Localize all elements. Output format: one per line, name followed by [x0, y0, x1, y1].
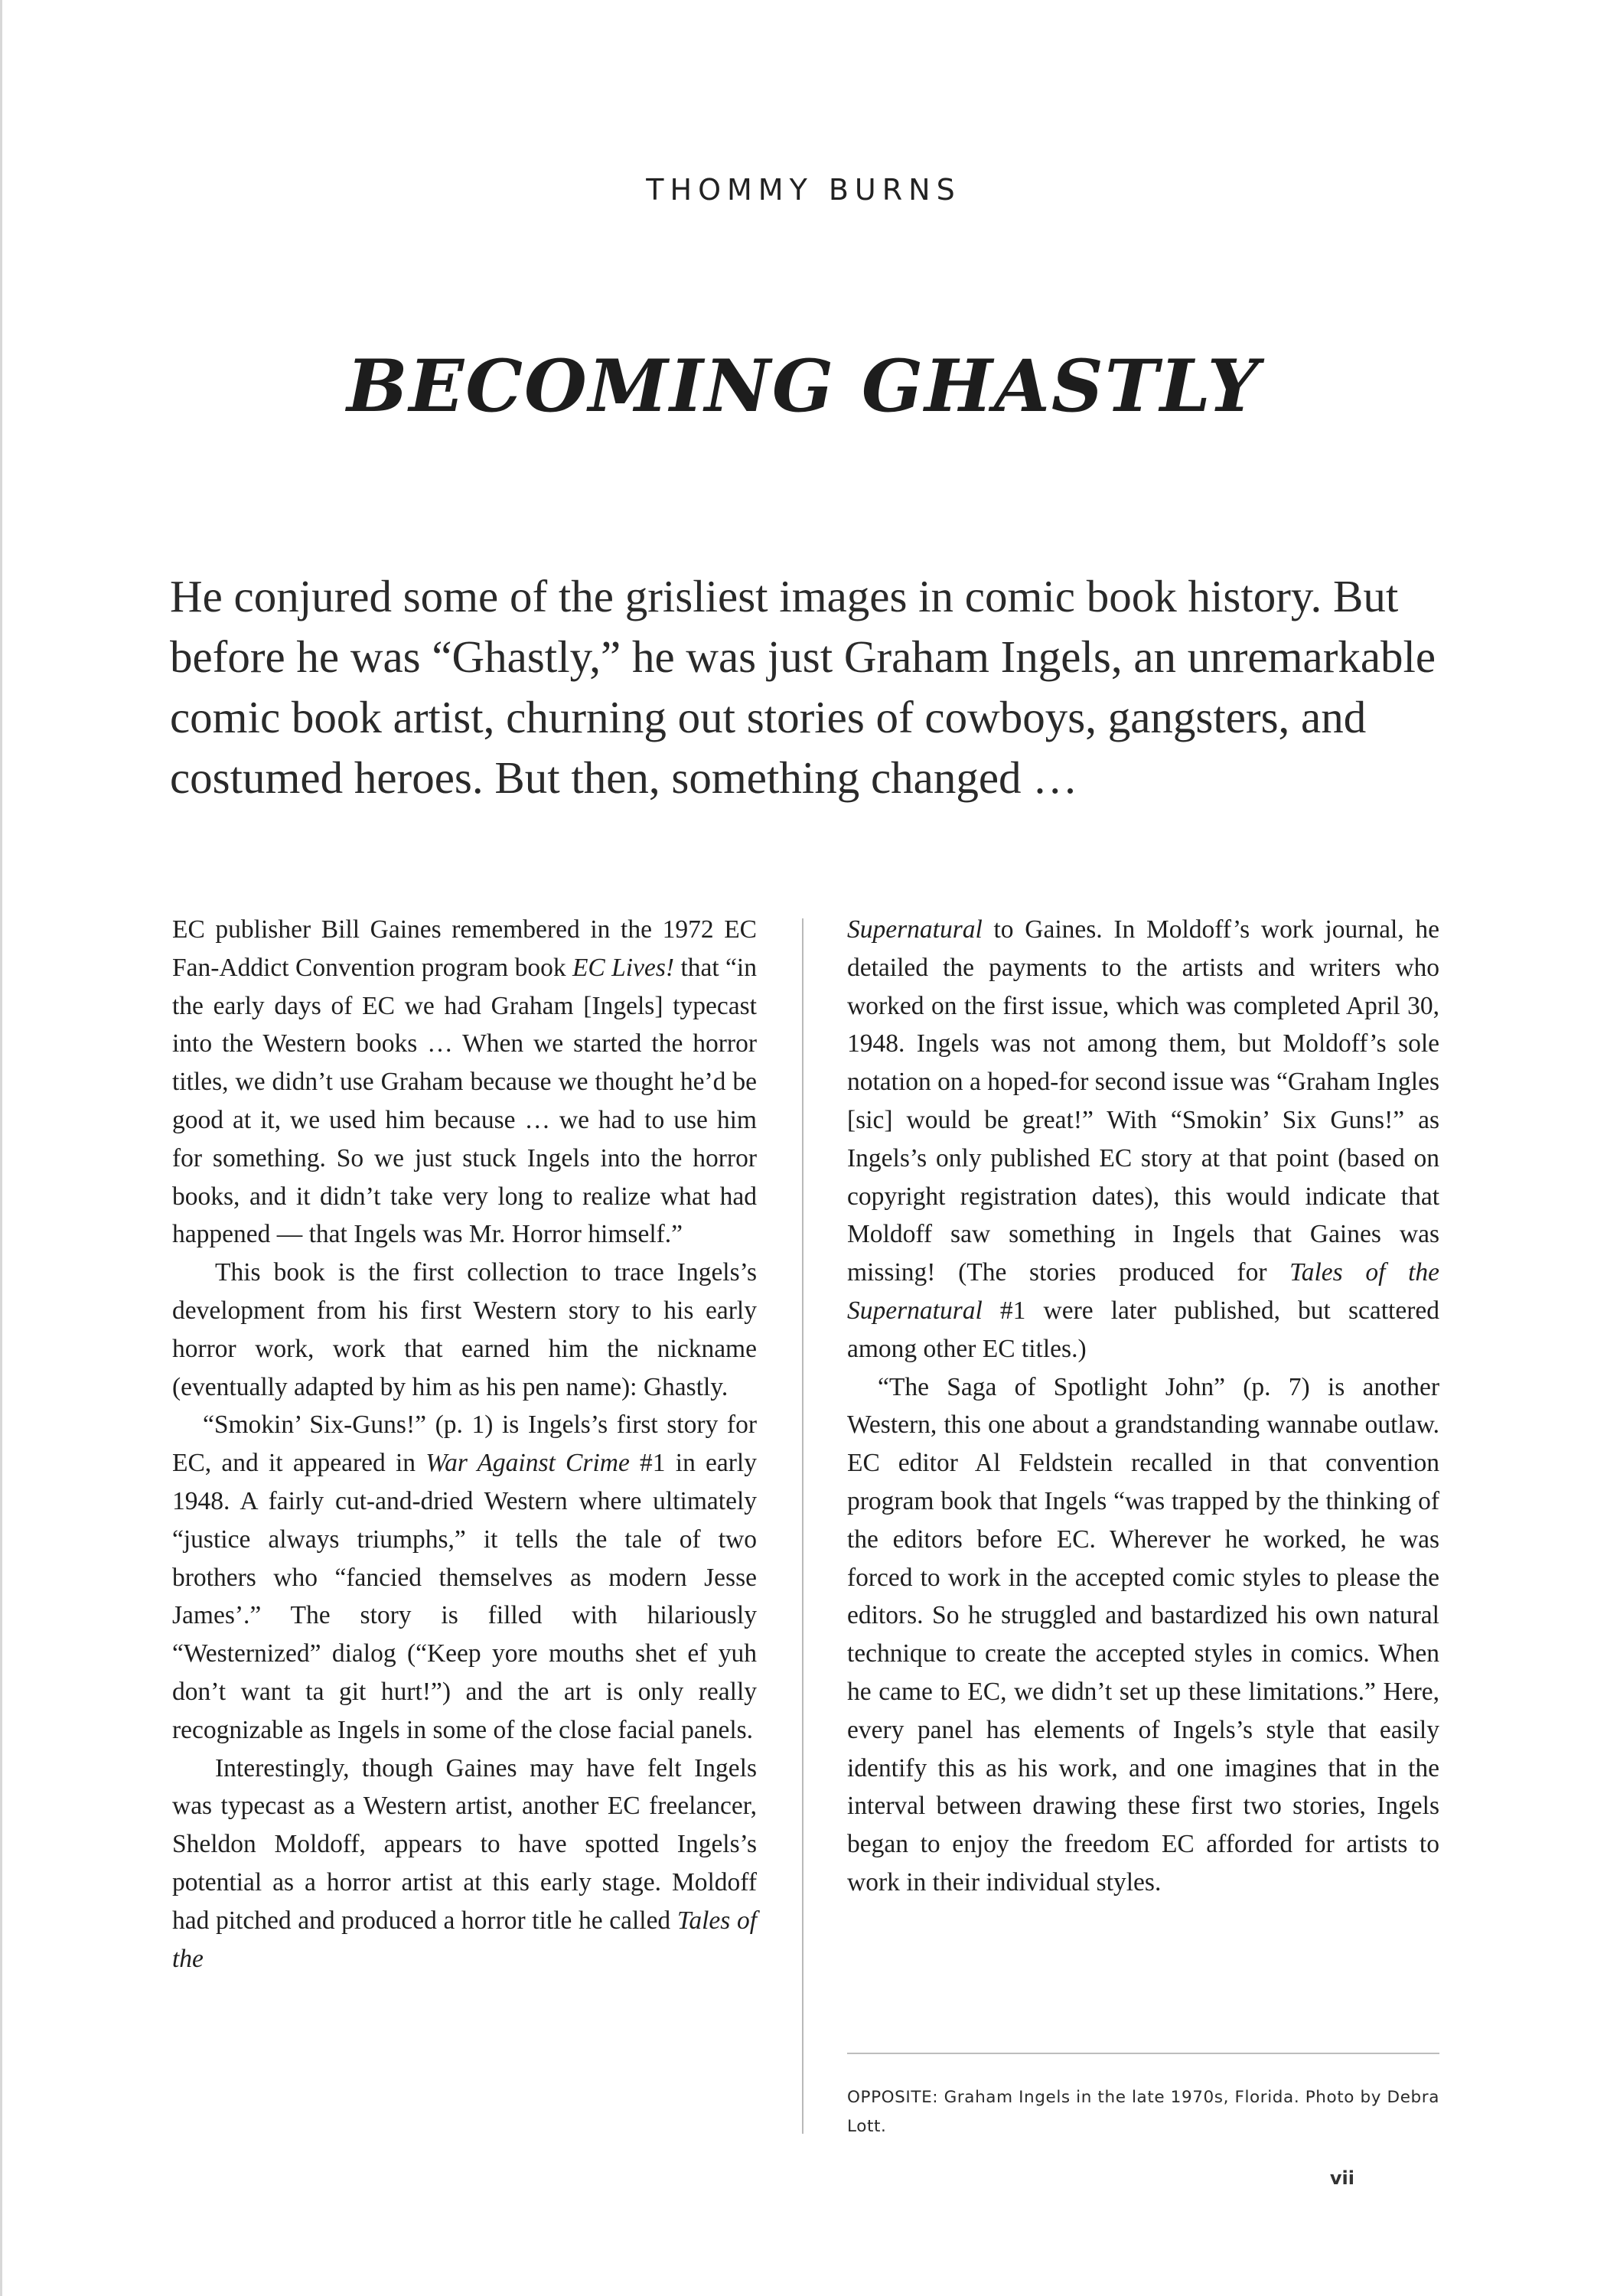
- book-title-italic: War Against Crime: [425, 1449, 630, 1478]
- text-run: to Gaines. In Moldoff’s work journal, he detailed the payments to the artists and writers who worked on the first issue, which was completed April 30, 1948. Ingels was not among them, but Moldoff’s sole notation on a hoped-for second issue was “Graham Ingles [sic] would be great!” With “Smokin’ Six Guns!” as Ingels’s only published EC story at that point (based on copyright registration dates), this would indicate that Moldoff saw something in Ingels that Gaines was missing! (The stories produced for: [847, 915, 1440, 1287]
- page-edge: [0, 0, 2, 2296]
- book-title-italic: Tales of the: [172, 1906, 758, 1973]
- author-name: THOMMY BURNS: [646, 173, 961, 207]
- right-column: [847, 911, 1439, 1902]
- column-divider: [802, 918, 804, 2134]
- paragraph: [172, 1406, 757, 1749]
- text-run: Interestingly, though Gaines may have felt Ingels was typecast as a Western artist, another EC freelancer, Sheldon Moldoff, appears to have spotted Ingels’s potential as a horror artist at this early stage. Moldoff had pitched and produced a horror title he called: [172, 1753, 757, 1935]
- photo-caption: OPPOSITE: Graham Ingels in the late 1970s, Florida. Photo by Debra Lott.: [847, 2088, 1439, 2136]
- left-column: [172, 911, 757, 1978]
- paragraph: [172, 1750, 757, 1978]
- paragraph: [847, 911, 1439, 1368]
- article-title: BECOMING GHASTLY: [347, 344, 1260, 429]
- book-title-italic: Supernatural: [847, 915, 983, 944]
- text-run: that “in the early days of EC we had Graham [Ingels] typecast into the Western books … When we started the horror titles, we didn’t use Graham because we thought he’d be good at it, we used him because … we had to use him for something. So we just stuck Ingels into the horror books, and it didn’t take very long to realize what had happened — that Ingels was Mr. Horror himself.”: [172, 953, 757, 1249]
- text-run: #1 were later published, but scattered among other EC titles.): [847, 1296, 1439, 1363]
- page-number: vii: [1329, 2167, 1354, 2189]
- paragraph: [172, 911, 757, 1254]
- caption-rule: [847, 2053, 1439, 2054]
- paragraph: This book is the first collection to trace Ingels’s development from his first Western story to his early horror work, work that earned him the nickname (eventually adapted by him as his pen name): Ghastly.: [172, 1258, 757, 1401]
- text-run: EC publisher Bill Gaines remembered in the 1972 EC Fan-Addict Convention program book: [172, 915, 757, 982]
- text-run: “Smokin’ Six-Guns!” (p. 1) is Ingels’s first story for EC, and it appeared in: [172, 1411, 757, 1478]
- intro-deck: He conjured some of the grisliest images in comic book history. But before he was “Ghastly,” he was just Graham Ingels, an unremarkable comic book artist, churning out stories of cowboys, gangsters, and costumed heroes. But then, something changed …: [170, 571, 1436, 803]
- book-title-italic: Tales of the Supernatural: [847, 1258, 1439, 1325]
- text-run: #1 in early 1948. A fairly cut-and-dried Western where ultimately “justice always triumphs,” it tells the tale of two brothers who “fancied themselves as modern Jesse James’.” The story is filled with hilariously “Westernized” dialog (“Keep yore mouths shet ef yuh don’t want ta git hurt!”) and the art is only really recognizable as Ingels in some of the close facial panels.: [172, 1449, 757, 1744]
- book-title-italic: EC Lives!: [572, 953, 675, 982]
- paragraph: “The Saga of Spotlight John” (p. 7) is another Western, this one about a grandstanding wannabe outlaw. EC editor Al Feldstein recalled in that convention program book that Ingels “was trapped by the thinking of the editors before EC. Wherever he worked, he was forced to work in the accepted comic styles to please the editors. So he struggled and bastardized his own natural technique to create the accepted styles in comics. When he came to EC, we didn’t set up these limitations.” Here, every panel has elements of Ingels’s style that easily identify this as his work, and one imagines that in the interval between drawing these first two stories, Ingels began to enjoy the freedom EC afforded for artists to work in their individual styles.: [847, 1372, 1439, 1896]
